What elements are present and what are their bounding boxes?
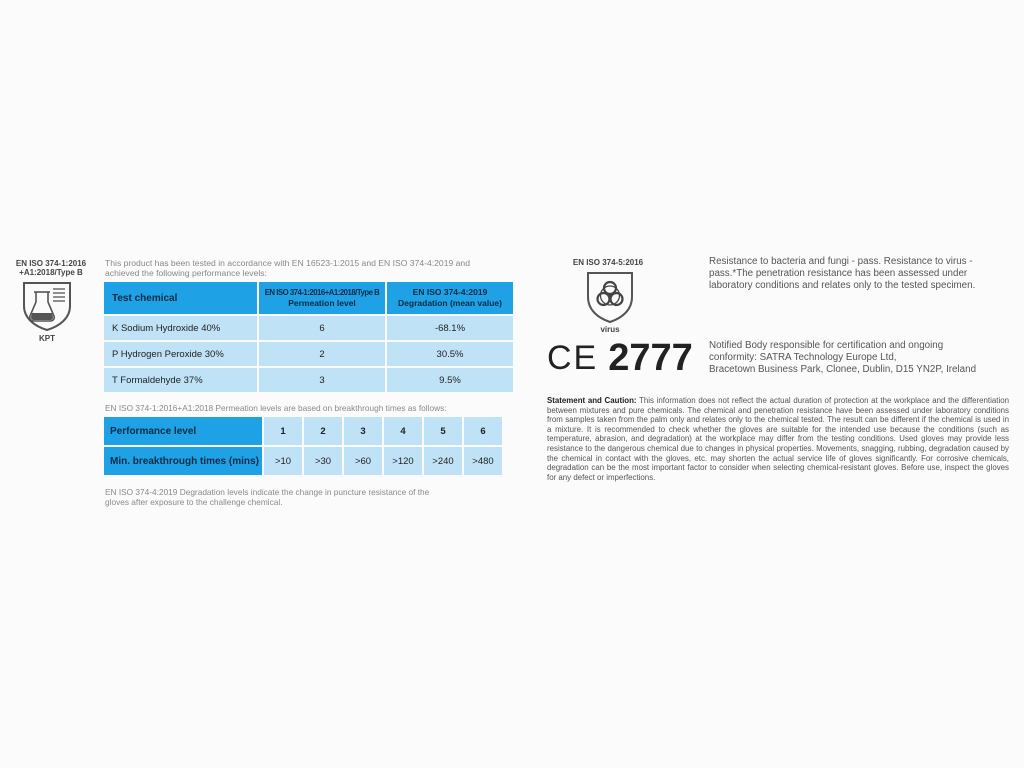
notified-line-1: Notified Body responsible for certification and ongoing xyxy=(709,340,944,351)
notified-body-text xyxy=(709,340,1014,376)
degradation-note xyxy=(105,487,525,507)
degradation-cell: -68.1% xyxy=(387,316,513,340)
permeation-cell: 6 xyxy=(259,316,385,340)
breakthrough-label: Min. breakthrough times (mins) xyxy=(104,447,262,475)
standard-label-line-1: EN ISO 374-1:2016 xyxy=(15,259,87,268)
degradation-note-line-2: gloves after exposure to the challenge chemical. xyxy=(105,497,283,507)
notified-line-2: conformity: SATRA Technology Europe Ltd, xyxy=(709,352,897,363)
flask-pictogram-icon xyxy=(20,280,74,332)
table-row xyxy=(104,316,513,340)
time-cell: >240 xyxy=(424,447,462,475)
time-cell: >30 xyxy=(304,447,342,475)
resistance-line-1: Resistance to bacteria and fungi - pass. Resistance to virus - xyxy=(709,256,973,267)
header-degradation xyxy=(387,282,513,314)
ce-symbol: CE xyxy=(547,338,599,377)
header-test-chemical: Test chemical xyxy=(104,282,257,314)
intro-line-2: achieved the following performance levels: xyxy=(105,268,267,278)
intro-line-1: This product has been tested in accordance with EN 16523-1:2015 and EN ISO 374-4:2019 and xyxy=(105,258,470,268)
header-degradation-value: Degradation (mean value) xyxy=(398,298,502,308)
level-cell: 4 xyxy=(384,417,422,445)
table-row xyxy=(104,447,502,475)
level-cell: 6 xyxy=(464,417,502,445)
permeation-cell: 3 xyxy=(259,368,385,392)
level-cell: 5 xyxy=(424,417,462,445)
header-permeation xyxy=(259,282,385,314)
ce-mark xyxy=(547,338,693,378)
table-row xyxy=(104,417,502,445)
standard-label-374-1 xyxy=(10,259,92,277)
header-permeation-standard: EN ISO 374-1:2016+A1:2018/Type B xyxy=(264,288,380,297)
permeation-cell: 2 xyxy=(259,342,385,366)
degradation-cell: 9.5% xyxy=(387,368,513,392)
header-degradation-standard: EN ISO 374-4:2019 xyxy=(412,287,488,297)
notified-line-3: Bracetown Business Park, Clonee, Dublin, D15 YN2P, Ireland xyxy=(709,364,977,375)
breakthrough-table xyxy=(102,415,504,477)
performance-table xyxy=(102,280,515,394)
virus-label: virus xyxy=(600,325,620,334)
statement-body: This information does not reflect the actual duration of protection at the workplace and the differentiation between mixtures and pure chemicals. The chemical and penetration resistance have been assessed under laboratory conditions from samples taken from the palm only and relates only to the chemical tested. The result can be different if the chemical is used in a mixture. It is recommended to check whether the gloves are suitable for the intended use because the conditions (such as temperature, abrasion, and degradation) at the workplace may differ from the testing conditions. Used gloves may provide less resistance to the dangerous chemical due to changes in physical properties. Movements, snagging, rubbing, degradation caused by the chemical in contact with the gloves, etc. may shorten the actual service life of gloves significantly. For corrosive chemicals, degradation can be the most important factor to consider when selecting chemical-resistant gloves. Before use, inspect the gloves for any defect or imperfections. xyxy=(547,396,1009,482)
permeation-note: EN ISO 374-1:2016+A1:2018 Permeation levels are based on breakthrough times as follows: xyxy=(105,403,447,413)
time-cell: >480 xyxy=(464,447,502,475)
statement-caution xyxy=(547,396,1009,482)
table-row xyxy=(104,368,513,392)
standard-label-374-5: EN ISO 374-5:2016 xyxy=(572,258,644,267)
level-cell: 2 xyxy=(304,417,342,445)
degradation-note-line-1: EN ISO 374-4:2019 Degradation levels indicate the change in puncture resistance of the xyxy=(105,487,430,497)
level-cell: 3 xyxy=(344,417,382,445)
resistance-text xyxy=(709,256,1014,292)
chemical-cell: K Sodium Hydroxide 40% xyxy=(104,316,257,340)
biohazard-pictogram-icon xyxy=(585,270,635,324)
intro-text xyxy=(105,258,525,278)
resistance-line-2: pass.*The penetration resistance has been assessed under xyxy=(709,268,968,279)
ce-number: 2777 xyxy=(608,336,693,379)
standard-label-line-2: +A1:2018/Type B xyxy=(19,268,83,277)
time-cell: >60 xyxy=(344,447,382,475)
level-cell: 1 xyxy=(264,417,302,445)
kpt-label: KPT xyxy=(39,334,55,343)
statement-title: Statement and Caution: xyxy=(547,396,637,405)
table-row xyxy=(104,342,513,366)
chemical-cell: P Hydrogen Peroxide 30% xyxy=(104,342,257,366)
time-cell: >120 xyxy=(384,447,422,475)
performance-level-label: Performance level xyxy=(104,417,262,445)
resistance-line-3: laboratory conditions and relates only to the tested specimen. xyxy=(709,280,976,291)
time-cell: >10 xyxy=(264,447,302,475)
degradation-cell: 30.5% xyxy=(387,342,513,366)
chemical-cell: T Formaldehyde 37% xyxy=(104,368,257,392)
header-permeation-level: Permeation level xyxy=(288,298,356,308)
